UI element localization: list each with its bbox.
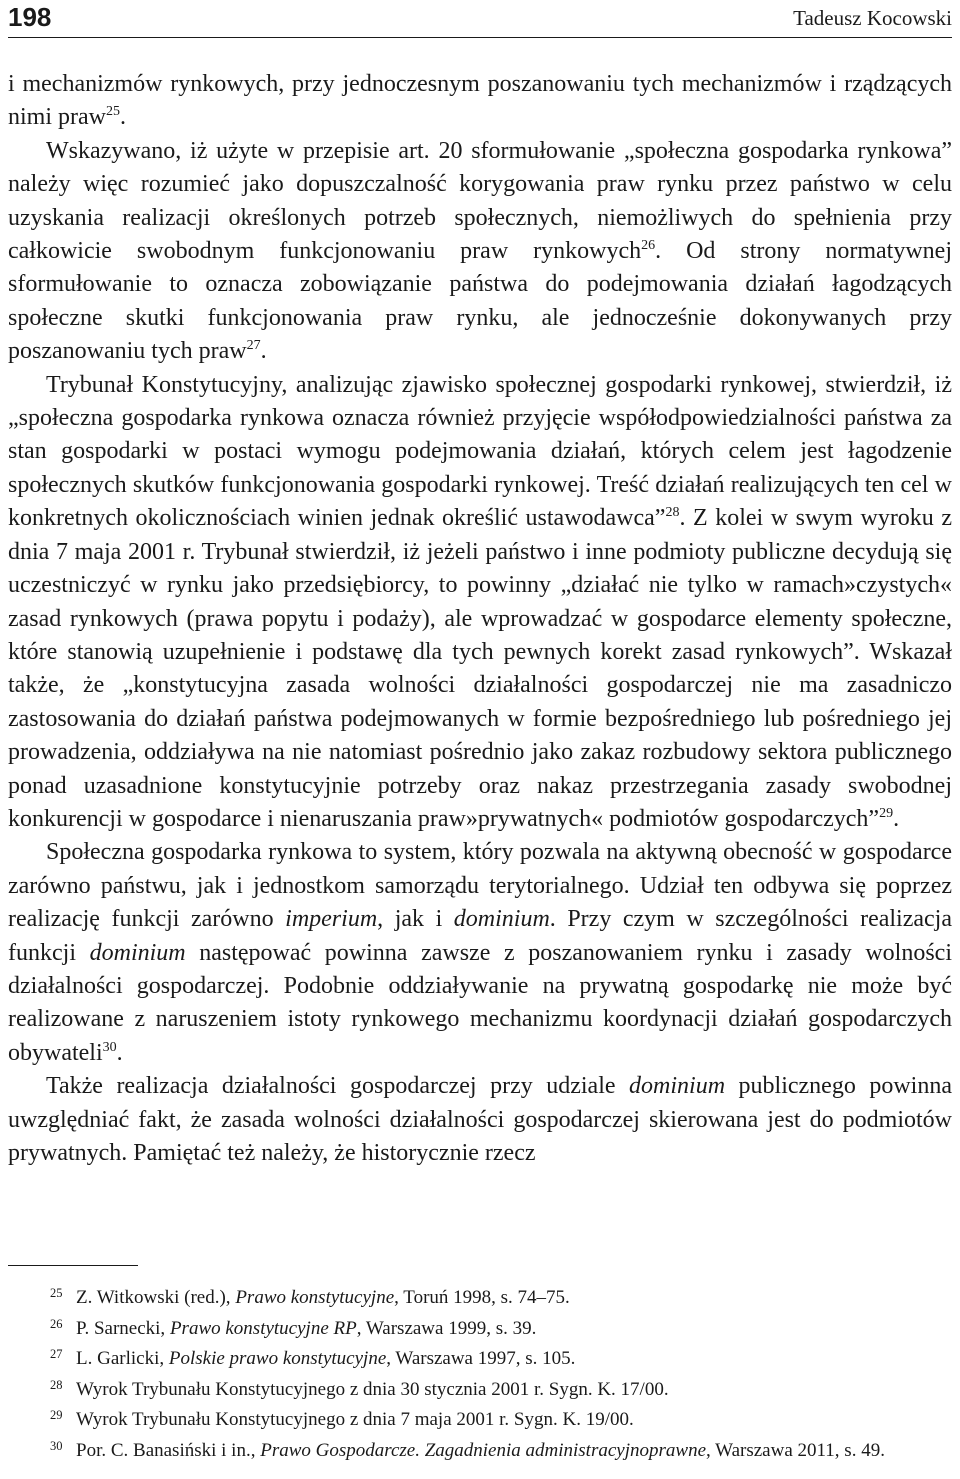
italic-term: dominium: [453, 906, 550, 933]
footnote-29: $^{29}$ Wyrok Trybunału Konstytucyjnego z dnia 7 maja 2001 r. Sygn. K. 19/00.: [50, 1408, 634, 1430]
paragraph-text: . Przy czym w szczególności realizacja funkcji: [8, 906, 952, 966]
footnote-title: Prawo Gospodarcze. Zagadnienia administracyjnoprawne: [260, 1439, 707, 1461]
footnote-text: L. Garlicki,: [76, 1348, 169, 1369]
footnote-text: Wyrok Trybunału Konstytucyjnego z dnia 30 stycznia 2001 r. Sygn. K. 17/00.: [76, 1378, 669, 1400]
paragraph-text: Trybunał Konstytucyjny, analizując zjawisko społecznej gospodarki rynkowej, stwierdził, iż „społeczna gospodarka rynkowa oznacza również przyjęcie współodpowiedzialności państwa za stan gospodarki w postaci wymogu podejmowania działań, których celem jest łagodzenie społecznych skutków funkcjonowania gospodarki rynkowej. Treść działań realizujących ten cel w konkretnych okolicznościach winien jednak określić ustawodawca”: [8, 371, 952, 532]
footnote-title: Prawo konstytucyjne: [235, 1287, 395, 1308]
footnote-25: $^{25}$ Z. Witkowski (red.), Prawo konstytucyjne, Toruń 1998, s. 74–75.: [50, 1286, 570, 1308]
paragraph-text: następować powinna zawsze z poszanowaniem rynku i zasady wolności działalności gospodarczej. Podobnie oddziaływanie na prywatną gospodarkę nie może być realizowane z naruszeniem istoty rynkowego mechanizmu koordynacji działań gospodarczych obywateli: [8, 939, 952, 1066]
paragraph-text: .: [893, 805, 900, 832]
italic-term: imperium: [285, 906, 378, 933]
footnote-26: $^{26}$ P. Sarnecki, Prawo konstytucyjne RP, Warszawa 1999, s. 39.: [50, 1316, 537, 1339]
paragraph-text: Wskazywano, iż użyte w przepisie art. 20 sformułowanie „społeczna gospodarka rynkowa” należy więc rozumieć jako dopuszczalność korygowania praw rynku przez państwo w celu uzyskania realizacji określonych potrzeb społecznych, niemożliwych do spełnienia przy całkowicie swobodnym funkcjonowaniu praw rynkowych: [8, 137, 952, 265]
footnote-text: , Warszawa 1997, s. 105.: [386, 1348, 576, 1369]
footnote-ref-29[interactable]: 29: [879, 805, 894, 821]
italic-term: dominium: [629, 1073, 726, 1100]
paragraph-text: Społeczna gospodarka rynkowa to system, który pozwala na aktywną obecność w gospodarce zarówno państwu, jak i jednostkom samorządu terytorialnego. Udział ten odbywa się poprzez realizację funkcji zarówno: [8, 839, 952, 933]
footnote-text: Z. Witkowski (red.),: [76, 1287, 236, 1308]
paragraph-text: .: [260, 338, 267, 365]
paragraph-4: [8, 836, 952, 1070]
footnote-ref-25[interactable]: 25: [105, 104, 120, 120]
footnote-title: Prawo konstytucyjne RP: [169, 1317, 357, 1339]
footnote-text: , Warszawa 1999, s. 39.: [356, 1317, 537, 1339]
running-head-author: Tadeusz Kocowski: [793, 6, 952, 30]
paragraph-text: . Z kolei w swym wyroku z dnia 7 maja 2001 r. Trybunał stwierdził, iż jeżeli państwo i inne podmioty publiczne decydują się uczestniczyć w rynku jako przedsiębiorcy, to powinny „działać nie tylko w ramach»czystych« zasad rynkowych (prawa popytu i podaży), ale wprowadzać w gospodarce elementy społeczne, które stanowią uzupełnienie i podstawę dla tych pewnych korekt zasad rynkowych”. Wskazał także, że „konstytucyjna zasada wolności działalności gospodarczej nie ma zasadniczo zastosowania do działań państwa podejmowanych w formie bezpośredniego lub pośredniego jej prowadzenia, oddziaływa na nie natomiast pośrednio jako zakaz rozbudowy sektora publicznego ponad uzasadnione konstytucyjnie potrzeby oraz nakaz przestrzegania zasady swobodnej konkurencji w gospodarce i nienaruszania praw»prywatnych« podmiotów gospodarczych”: [8, 505, 952, 832]
paragraph-5: [8, 1070, 952, 1170]
footnote-text: , Toruń 1998, s. 74–75.: [394, 1287, 570, 1308]
paragraph-text: Także realizacja działalności gospodarczej przy udziale: [46, 1073, 630, 1100]
footnote-28: $^{28}$ Wyrok Trybunału Konstytucyjnego z dnia 30 stycznia 2001 r. Sygn. K. 17/00.: [50, 1377, 669, 1400]
footnote-ref-27[interactable]: 27: [246, 338, 261, 354]
footnotes: [8, 1283, 952, 1466]
footnote-text: Wyrok Trybunału Konstytucyjnego z dnia 7 maja 2001 r. Sygn. K. 19/00.: [76, 1409, 634, 1430]
italic-term: dominium: [89, 939, 186, 966]
header-rule: [8, 37, 952, 38]
footnote-text: Por. C. Banasiński i in.,: [76, 1439, 261, 1461]
footnote-30: $^{30}$ Por. C. Banasiński i in., Prawo Gospodarcze. Zagadnienia administracyjnoprawne, Warszawa 2011, s. 49.: [50, 1438, 885, 1461]
paragraph-text: .: [116, 1039, 123, 1066]
paragraph-text: publicznego powinna uwzględniać fakt, że zasada wolności działalności gospodarczej skierowana jest do podmiotów prywatnych. Pamiętać też należy, że historycznie rzecz: [8, 1073, 952, 1166]
paragraph-text: .: [119, 104, 126, 131]
paragraph-text: , jak i: [377, 906, 454, 933]
footnote-ref-28[interactable]: 28: [665, 505, 680, 521]
paragraph-2: [8, 135, 952, 369]
footnote-27: $^{27}$ L. Garlicki, Polskie prawo konstytucyjne, Warszawa 1997, s. 105.: [50, 1347, 576, 1369]
page-header: [8, 0, 952, 40]
main-text: [8, 68, 952, 1170]
footnote-title: Polskie prawo konstytucyjne: [168, 1348, 387, 1369]
paragraph-text: . Od strony normatywnej sformułowanie to oznacza zobowiązanie państwa do podejmowania działań łagodzących społeczne skutki funkcjonowania praw rynku, ale jednocześnie dokonywanych przy poszanowaniu tych praw: [8, 238, 953, 365]
footnote-ref-30[interactable]: 30: [102, 1039, 117, 1055]
page-number: 198: [8, 2, 52, 32]
footnote-text: P. Sarnecki,: [76, 1317, 170, 1339]
footnote-separator: [8, 1265, 138, 1266]
footnote-text: , Warszawa 2011, s. 49.: [706, 1439, 885, 1461]
paragraph-text: i mechanizmów rynkowych, przy jednoczesnym poszanowaniu tych mechanizmów i rządzących nimi praw: [8, 71, 952, 131]
paragraph-3: [8, 369, 952, 837]
paragraph-1: [8, 68, 952, 135]
footnote-ref-26[interactable]: 26: [641, 238, 656, 254]
